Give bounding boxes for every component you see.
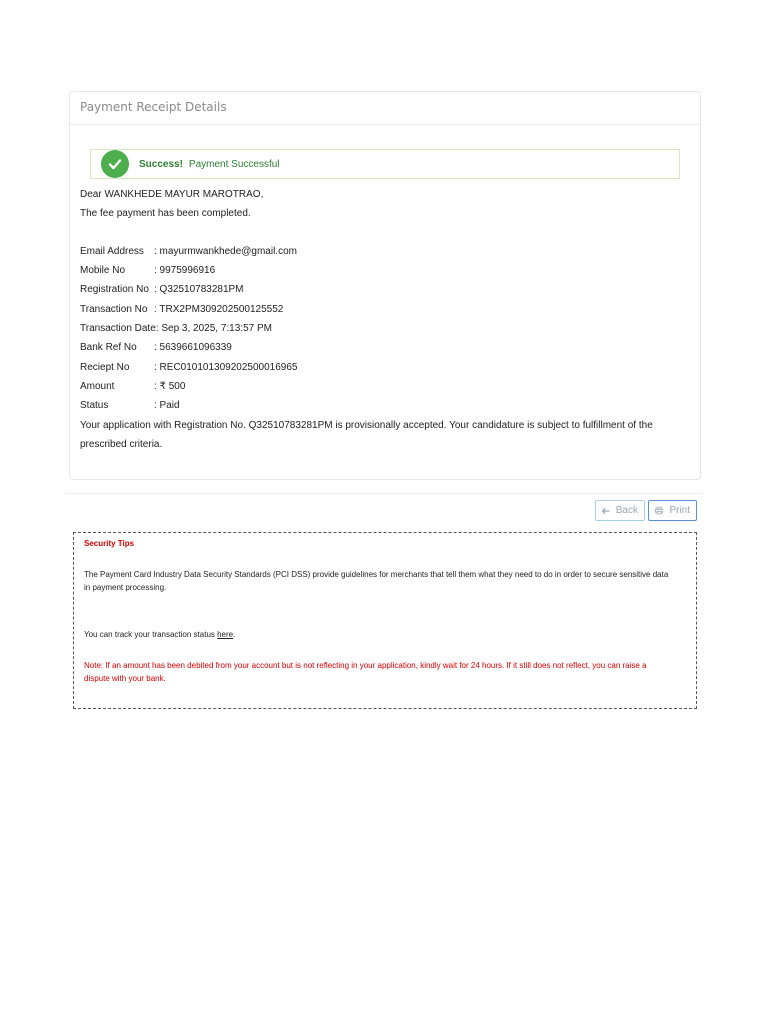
field-status: Status : Paid bbox=[80, 400, 180, 411]
arrow-left-icon bbox=[602, 507, 610, 515]
completed-text: The fee payment has been completed. bbox=[80, 208, 251, 219]
field-amount: Amount : ₹ 500 bbox=[80, 381, 186, 392]
print-button[interactable] bbox=[648, 500, 697, 521]
field-mobile: Mobile No : 9975996916 bbox=[80, 265, 216, 276]
security-tips-box bbox=[73, 532, 697, 709]
track-status-text: You can track your transaction status here. bbox=[84, 630, 236, 639]
field-transaction-no: Transaction No : TRX2PM309202500125552 bbox=[80, 304, 284, 315]
greeting-text: Dear WANKHEDE MAYUR MAROTRAO, bbox=[80, 189, 264, 200]
divider bbox=[66, 493, 702, 494]
track-status-link[interactable]: here bbox=[217, 630, 234, 639]
field-registration: Registration No : Q32510783281PM bbox=[80, 284, 244, 295]
field-transaction-date: Transaction Date: Sep 3, 2025, 7:13:57 PM bbox=[80, 323, 272, 334]
alert-message: Payment Successful bbox=[188, 158, 280, 170]
provisional-note-line-1: Your application with Registration No. Q32510783281PM is provisionally accepted. Your candidature is subject to fulfillment of the bbox=[80, 420, 653, 431]
pci-text-line-2: in payment processing. bbox=[84, 583, 167, 592]
panel-heading: Payment Receipt Details bbox=[70, 92, 700, 125]
provisional-note-line-2: prescribed criteria. bbox=[80, 439, 163, 450]
success-alert bbox=[90, 149, 680, 179]
print-button-label: Print bbox=[669, 505, 690, 516]
back-button-label: Back bbox=[615, 505, 638, 516]
debit-note-line-2: dispute with your bank. bbox=[84, 674, 166, 683]
security-tips-title: Security Tips bbox=[84, 539, 135, 548]
back-button[interactable] bbox=[595, 500, 645, 521]
check-circle-icon bbox=[101, 150, 129, 178]
pci-text-line-1: The Payment Card Industry Data Security Standards (PCI DSS) provide guidelines for merchants that tell them what they need to do in order to secure sensitive data bbox=[84, 570, 669, 579]
field-receipt-no: Reciept No : REC010101309202500016965 bbox=[80, 362, 298, 373]
payment-receipt-panel bbox=[69, 91, 701, 480]
printer-icon bbox=[655, 506, 663, 515]
field-email: Email Address : mayurmwankhede@gmail.com bbox=[80, 246, 297, 257]
alert-strong-text: Success! bbox=[139, 158, 183, 170]
field-bank-ref: Bank Ref No : 5639661096339 bbox=[80, 342, 232, 353]
debit-note-line-1: Note: If an amount has been debited from your account but is not reflecting in your application, kindly wait for 24 hours. If it still does not reflect, you can raise a bbox=[84, 661, 647, 670]
